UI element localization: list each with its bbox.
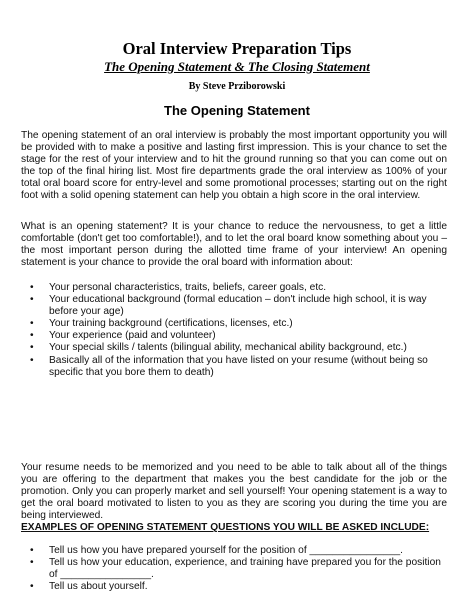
paragraph-intro: The opening statement of an oral interview is probably the most important opportunity you will be provided with to make a positive and lasting first impression. This is your chance to set the stage for the rest of your interview and to hit the ground running so that you can come out on the top of the final hiring list. Most fire departments grade the oral interview as 100% of your total oral board score for entry-level and some promotional processes; starting out on the right foot with a solid opening statement can help you obtain a high score in the oral interview. <box>21 130 447 202</box>
list-item-text: Tell us how you have prepared yourself for the position of ________________. <box>49 545 403 556</box>
bullet-icon: • <box>30 557 34 569</box>
list-item <box>21 294 447 318</box>
list-item-text: Basically all of the information that you have listed on your resume (without being so specific that you bore them to death) <box>49 354 428 378</box>
list-item-text: Your special skills / talents (bilingual ability, mechanical ability background, etc.) <box>49 342 407 354</box>
list-item <box>21 557 447 581</box>
list-item-text: Tell us how your education, experience, and training have prepared you for the position of ________________. <box>49 557 441 581</box>
document-author: By Steve Prziborowski <box>188 81 286 92</box>
list-item-text: Your personal characteristics, traits, beliefs, career goals, etc. <box>49 282 327 293</box>
bullet-icon: • <box>30 330 34 342</box>
document-subtitle: The Opening Statement & The Closing Statement <box>104 59 370 74</box>
bullet-icon: • <box>30 545 34 556</box>
paragraph-resume: Your resume needs to be memorized and you need to be able to talk about all of the things you are offering to the department that makes you the best candidate for the job or the promotion. Only you can properly market and sell yourself! Your opening statement is a way to get the oral board motivated to listen to you as they are scoring you during the time you are being interviewed. <box>21 462 447 522</box>
list-item <box>21 342 447 354</box>
list-item <box>21 581 447 593</box>
bullet-icon: • <box>30 294 34 306</box>
bullet-icon: • <box>30 581 34 593</box>
list-item <box>21 355 447 379</box>
list-item-text: Tell us about yourself. <box>49 581 148 593</box>
bullet-icon: • <box>30 282 34 293</box>
paragraph-what-is-opening-statement: What is an opening statement? It is your chance to reduce the nervousness, to get a little comfortable (don't get too comfortable!), and to let the oral board know something about you – the most important person during the allotted time frame of your interview! An opening statement is your chance to provide the oral board with information about: <box>21 221 447 269</box>
bullet-icon: • <box>30 354 34 366</box>
list-item-text: Your experience (paid and volunteer) <box>49 330 216 342</box>
examples-bullet-list <box>21 545 447 593</box>
list-item <box>21 318 447 330</box>
bullet-icon: • <box>30 318 34 330</box>
document-title: Oral Interview Preparation Tips <box>122 39 352 58</box>
list-item <box>21 282 447 294</box>
examples-heading: EXAMPLES OF OPENING STATEMENT QUESTIONS YOU WILL BE ASKED INCLUDE: <box>21 522 430 533</box>
list-item-text: Your training background (certifications, licenses, etc.) <box>49 318 293 330</box>
section-heading-opening-statement: The Opening Statement <box>164 103 310 118</box>
bullet-icon: • <box>30 342 34 354</box>
list-item <box>21 330 447 342</box>
list-item <box>21 545 447 557</box>
list-item-text: Your educational background (formal education – don't include high school, it is way before your age) <box>49 294 427 318</box>
info-bullet-list <box>21 282 447 379</box>
